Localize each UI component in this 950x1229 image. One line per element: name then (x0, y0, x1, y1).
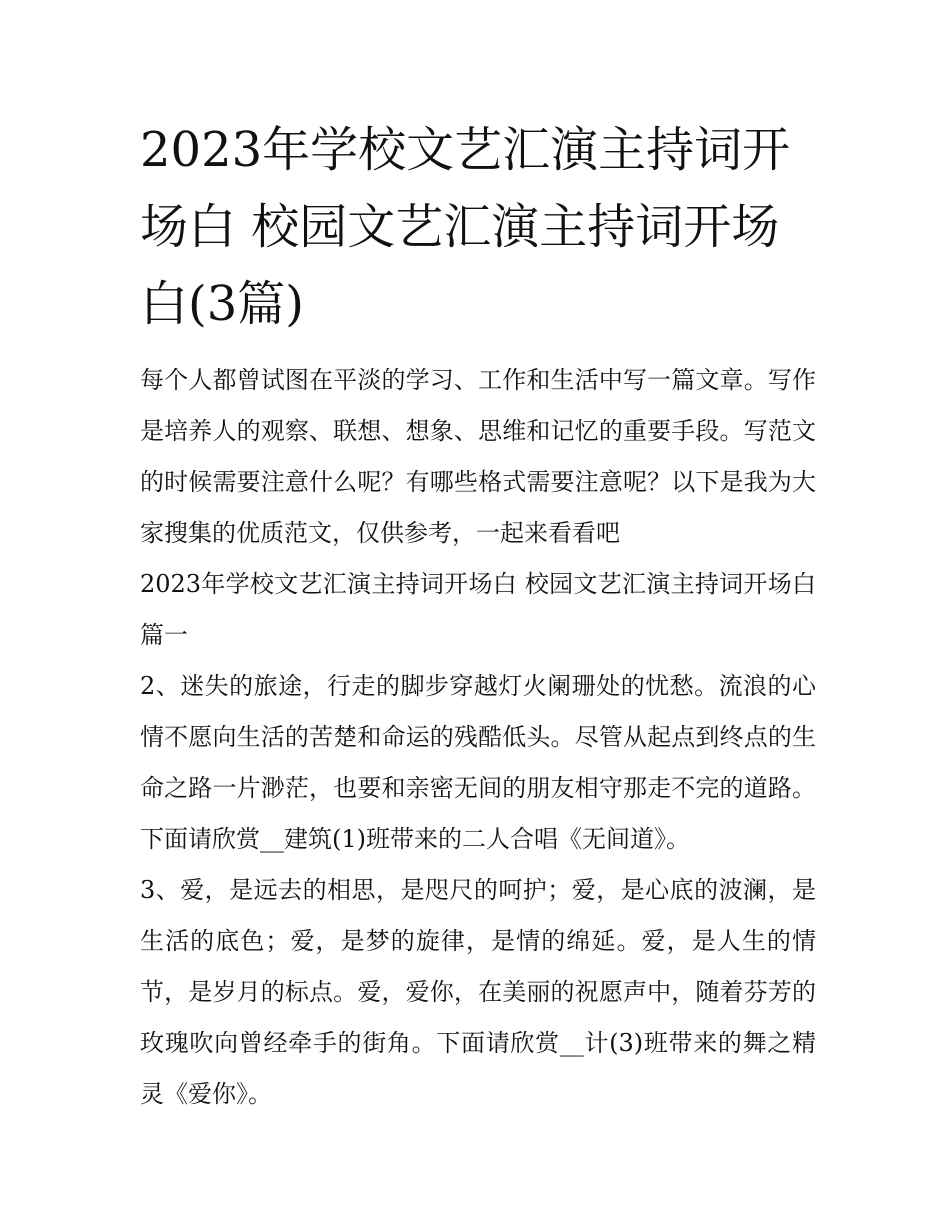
paragraph-item-2: 2、迷失的旅途，行走的脚步穿越灯火阑珊处的忧愁。流浪的心情不愿向生活的苦楚和命运的残酷低头。尽管从起点到终点的生命之路一片渺茫，也要和亲密无间的朋友相守那走不完的道路。下面请欣赏__建筑(1)班带来的二人合唱《无间道》。 (140, 672, 816, 853)
paragraph-item-3: 3、爱，是远去的相思，是咫尺的呵护；爱，是心底的波澜，是生活的底色；爱，是梦的旋律，是情的绵延。爱，是人生的情节，是岁月的标点。爱，爱你，在美丽的祝愿声中，随着芬芳的玫瑰吹向曾经牵手的街角。下面请欣赏__计(3)班带来的舞之精灵《爱你》。 (140, 876, 816, 1108)
document-page (140, 112, 816, 1120)
document-body (140, 355, 816, 1120)
intro-paragraph: 每个人都曾试图在平淡的学习、工作和生活中写一篇文章。写作是培养人的观察、联想、想象、思维和记忆的重要手段。写范文的时候需要注意什么呢？有哪些格式需要注意呢？以下是我为大家搜集的优质范文，仅供参考，一起来看看吧 (140, 366, 816, 547)
section-heading: 2023年学校文艺汇演主持词开场白 校园文艺汇演主持词开场白篇一 (140, 570, 816, 649)
document-title: 2023年学校文艺汇演主持词开场白 校园文艺汇演主持词开场白(3篇) (140, 122, 791, 332)
